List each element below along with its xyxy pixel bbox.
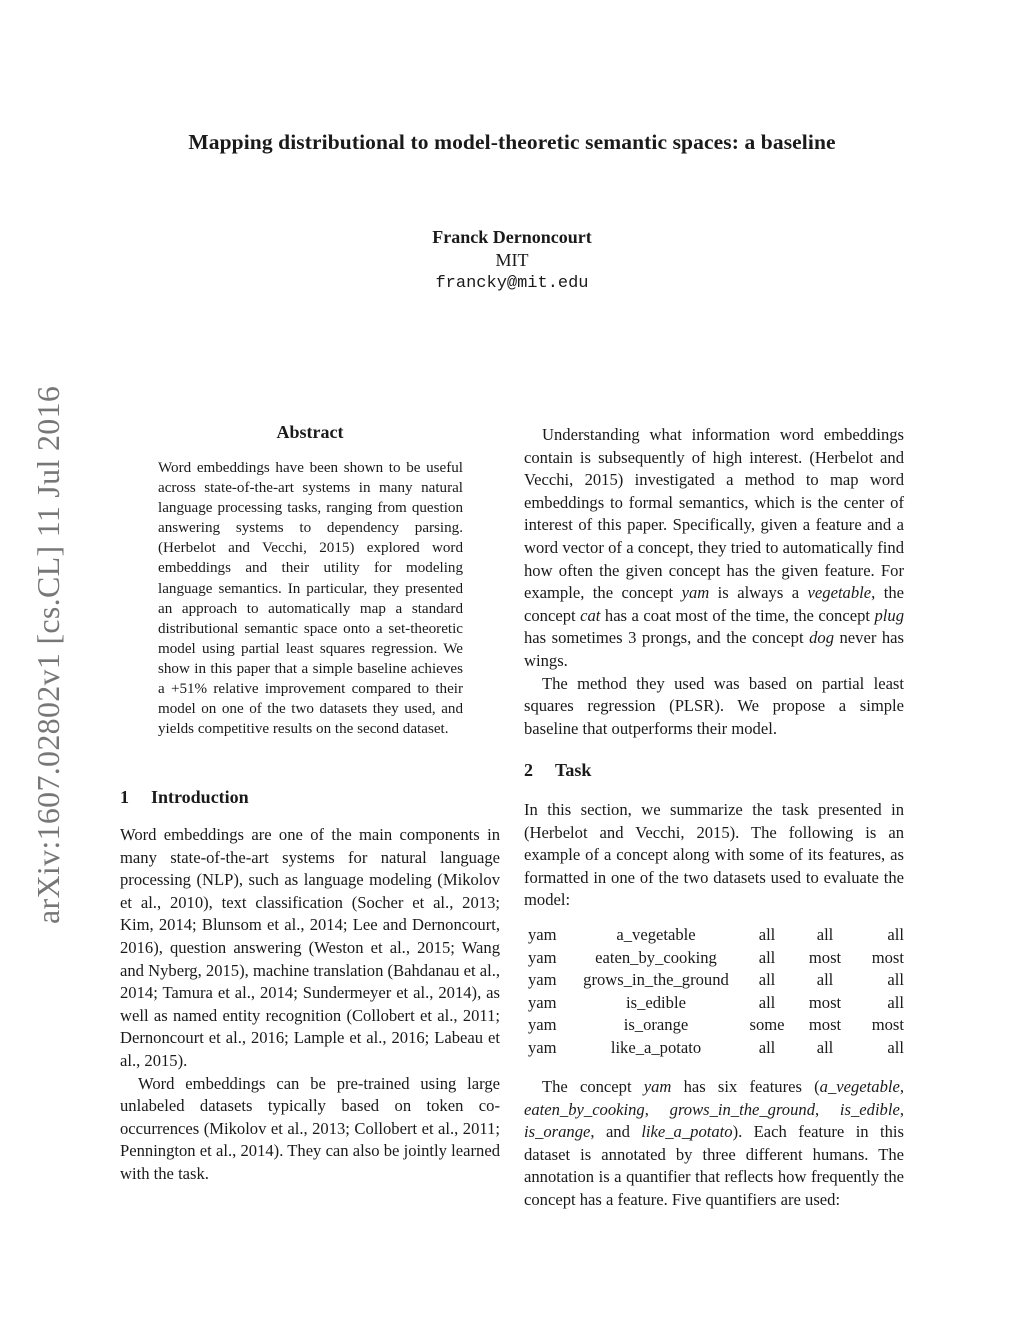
abstract-body: Word embeddings have been shown to be useful across state-of-the-art systems in many natural language processing tasks, ranging from question answering systems to dependency parsing. (Herbelot and Vecchi, 2015) explored word embeddings and their utility for modeling language semantics. In particular, they presented an approach to automatically map a standard distributional semantic space onto a set-theoretic model using partial least squares regression. We show in this paper that a simple baseline achieves a +51% relative improvement compared to their model on one of the two datasets they used, and yields competitive results on the second dataset. [158, 460, 463, 738]
section-heading-introduction [120, 787, 249, 808]
table-cell: all [887, 970, 904, 990]
table-cell: most [808, 1015, 842, 1035]
table-cell: all [816, 925, 834, 944]
arxiv-identifier: arXiv:1607.02802v1 [cs.CL] 11 Jul 2016 [30, 385, 66, 925]
table-cell: all [887, 992, 904, 1012]
table-row [528, 1014, 904, 1037]
table-cell: all [887, 1037, 904, 1057]
right-column-intro [524, 424, 904, 740]
paragraph: In this section, we summarize the task presented in (Herbelot and Vecchi, 2015). The following is an example of a concept along with some of its features, as formatted in one of the two datasets used to evaluate the model: [524, 800, 904, 910]
table-row [528, 1037, 904, 1060]
feature-name: is_edible [839, 1099, 900, 1119]
term-yam: yam [643, 1077, 672, 1096]
table-cell: eaten_by_cooking [595, 947, 717, 967]
table-cell: yam [528, 1015, 557, 1035]
abstract-heading: Abstract [276, 422, 344, 442]
table-cell: grows_in_the_ground [583, 970, 729, 990]
table-cell: all [816, 970, 834, 990]
example-table [528, 924, 904, 1060]
feature-name: eaten_by_cooking [524, 1099, 645, 1119]
table-cell: like_a_potato [610, 1037, 702, 1057]
introduction-body [120, 824, 500, 1186]
table-row [528, 924, 904, 947]
term-yam: yam [681, 583, 710, 603]
table-cell: yam [528, 970, 557, 990]
table-cell: all [758, 925, 776, 944]
author-email[interactable]: francky@mit.edu [435, 274, 589, 293]
paragraph: Word embeddings can be pre-trained using large unlabeled datasets typically based on token co-occurrences (Mikolov et al., 2013; Collobert et al., 2011; Pennington et al., 2014). They can also be jointly learned with the task. [120, 1073, 500, 1183]
section-title: Task [555, 760, 592, 780]
table-cell: all [758, 1037, 776, 1057]
feature-name: like_a_potato [641, 1122, 733, 1142]
table-cell: most [871, 947, 904, 967]
table-cell: all [816, 1037, 834, 1057]
table-cell: most [808, 947, 842, 967]
table-cell: all [758, 970, 776, 990]
table-cell: is_orange [623, 1015, 689, 1035]
table-cell: some [749, 1015, 785, 1035]
author-affiliation: MIT [495, 250, 529, 270]
table-cell: most [808, 992, 842, 1012]
term-dog: dog [809, 628, 834, 648]
table-cell: yam [528, 947, 557, 967]
paragraph: Understanding what information word embeddings contain is subsequently of high interest. (Herbelot and Vecchi, 2015) investigated a method to map word embeddings to formal semantics, which is the center of interest of this paper. Specifically, given a feature and a word vector of a concept, they tried to automatically find how often the given concept has the given feature. For example, the concept yam is always a vegetable, the concept cat has a coat most of the time, the concept plug has sometimes 3 prongs, and the concept dog never has wings. [524, 425, 904, 670]
section-title: Introduction [151, 787, 249, 807]
term-plug: plug [874, 605, 904, 625]
table-cell: yam [528, 925, 557, 944]
feature-name: grows_in_the_ground [669, 1099, 815, 1119]
table-row [528, 969, 904, 992]
table-row [528, 947, 904, 970]
table-row [528, 992, 904, 1015]
section-number: 2 [524, 760, 533, 780]
feature-name: a_vegetable [819, 1077, 900, 1096]
task-intro [524, 799, 904, 912]
paragraph: Word embeddings are one of the main components in many state-of-the-art systems for natural language processing (NLP), such as language modeling (Mikolov et al., 2010), text classification (Socher et al., 2013; Kim, 2014; Blunsom et al., 2014; Lee and Dernoncourt, 2016), question answering (Weston et al., 2015; Wang and Nyberg, 2015), machine translation (Bahdanau et al., 2014; Tamura et al., 2014; Sundermeyer et al., 2014), as well as named entity recognition (Collobert et al., 2011; Dernoncourt et al., 2016; Lample et al., 2016; Labeau et al., 2015). [120, 825, 500, 1070]
paragraph: The concept yam has six features (a_vegetable, eaten_by_cooking, grows_in_the_ground, is_edible, is_orange, and like_a_potato). Each feature in this dataset is annotated by three different humans. The annotation is a quantifier that reflects how frequently the concept has a feature. Five quantifiers are used: [524, 1077, 904, 1209]
section-heading-task [524, 760, 591, 781]
table-cell: yam [528, 1037, 557, 1057]
paragraph: The method they used was based on partial least squares regression (PLSR). We propose a simple baseline that outperforms their model. [524, 673, 904, 738]
table-cell: all [758, 947, 776, 967]
term-cat: cat [580, 605, 601, 625]
table-cell: a_vegetable [616, 925, 696, 944]
term-vegetable: vegetable [807, 583, 872, 603]
table-cell: most [871, 1015, 904, 1035]
paper-title: Mapping distributional to model-theoretic semantic spaces: a baseline [188, 130, 836, 154]
table-cell: all [887, 925, 904, 944]
table-cell: yam [528, 992, 557, 1012]
feature-name: is_orange [524, 1122, 591, 1142]
author-name: Franck Dernoncourt [432, 227, 592, 247]
section-number: 1 [120, 787, 129, 807]
table-cell: is_edible [626, 992, 686, 1012]
table-cell: all [758, 992, 776, 1012]
task-description [524, 1076, 904, 1212]
